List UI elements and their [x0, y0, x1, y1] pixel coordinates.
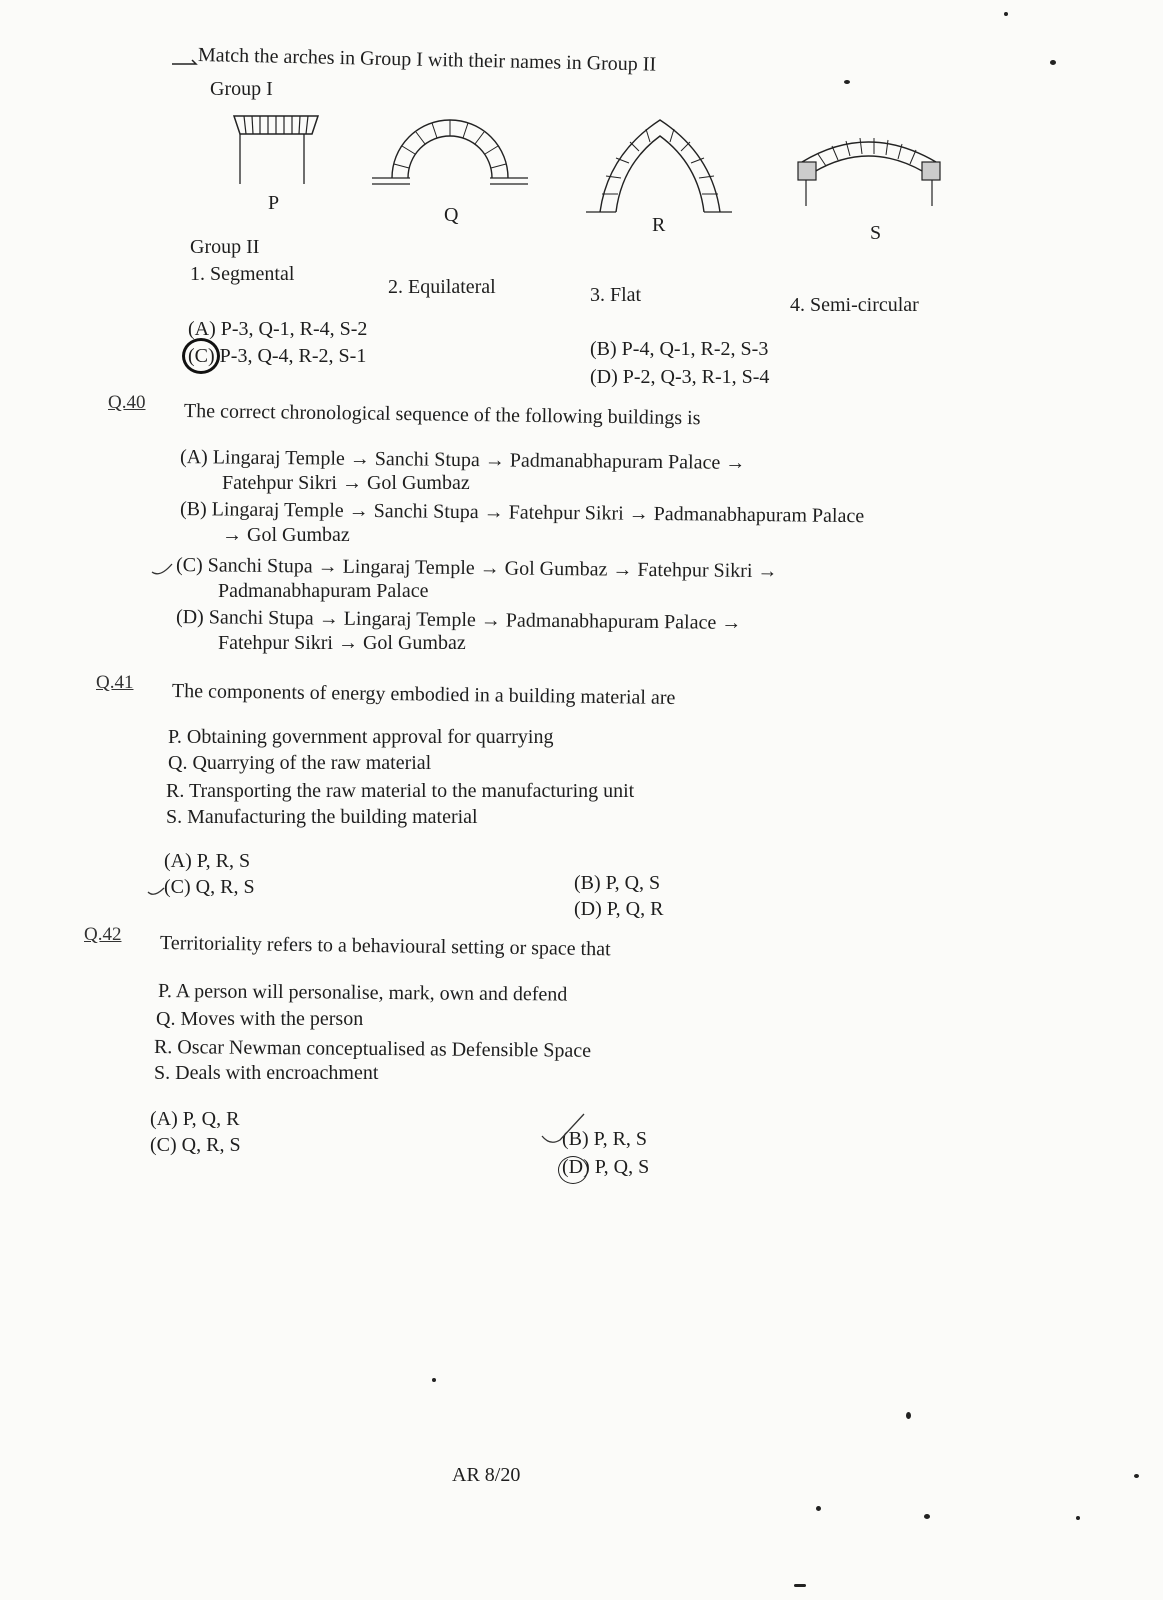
- q42-title: Territoriality refers to a behavioural setting or space that: [159, 932, 611, 961]
- arch-r-equilateral: [586, 114, 736, 222]
- page-footer: AR 8/20: [452, 1464, 521, 1486]
- group2-name-3: 3. Flat: [590, 284, 642, 306]
- scan-speck: [924, 1514, 930, 1519]
- q41-item-r: R. Transporting the raw material to the manufacturing unit: [166, 780, 635, 802]
- q41-option-a[interactable]: (A) P, R, S: [164, 850, 251, 872]
- arch-label-p: P: [268, 192, 280, 214]
- scan-speck: [1134, 1474, 1139, 1478]
- q40-option-b[interactable]: (B) Lingaraj Temple → Sanchi Stupa → Fatehpur Sikri → Padmanabhapuram Palace: [179, 498, 865, 528]
- q42-option-d[interactable]: (D) P, Q, S: [562, 1156, 650, 1178]
- scan-speck: [1076, 1516, 1080, 1520]
- q41-title: The components of energy embodied in a building material are: [171, 680, 676, 710]
- check-mark: [146, 884, 168, 900]
- q40-option-a[interactable]: (A) Lingaraj Temple → Sanchi Stupa → Padmanabhapuram Palace →: [179, 446, 746, 474]
- q42-option-a[interactable]: (A) P, Q, R: [150, 1108, 240, 1130]
- scan-speck: [794, 1584, 806, 1587]
- group2-name-1: 1. Segmental: [190, 263, 295, 285]
- q42-option-c[interactable]: (C) Q, R, S: [150, 1134, 241, 1156]
- q42-item-p: P. A person will personalise, mark, own and defend: [157, 980, 568, 1006]
- q42-item-r: R. Oscar Newman conceptualised as Defensible Space: [153, 1036, 592, 1062]
- q41-option-d[interactable]: (D) P, Q, R: [574, 898, 664, 920]
- scan-speck: [432, 1378, 436, 1382]
- q41-option-b[interactable]: (B) P, Q, S: [574, 872, 661, 894]
- q42-item-s: S. Deals with encroachment: [154, 1062, 379, 1084]
- q42-option-b[interactable]: (B) P, R, S: [562, 1128, 648, 1150]
- arch-q-semicircular: [370, 106, 532, 194]
- q40-option-c-cont: Padmanabhapuram Palace: [218, 580, 429, 602]
- q42-item-q: Q. Moves with the person: [156, 1008, 364, 1030]
- q40-option-b-cont: → Gol Gumbaz: [222, 524, 350, 546]
- arch-p-flat: [232, 112, 322, 192]
- arch-label-q: Q: [444, 204, 459, 226]
- q40-option-d[interactable]: (D) Sanchi Stupa → Lingaraj Temple → Padmanabhapuram Palace →: [175, 606, 742, 634]
- group1-label: Group I: [210, 78, 273, 100]
- group2-name-2: 2. Equilateral: [388, 276, 496, 298]
- q41-item-p: P. Obtaining government approval for quarrying: [168, 726, 554, 748]
- q39-option-d[interactable]: (D) P-2, Q-3, R-1, S-4: [590, 366, 770, 388]
- answer-circle-mark: [558, 1156, 588, 1184]
- scan-speck: [1004, 12, 1008, 16]
- group2-name-4: 4. Semi-circular: [790, 294, 919, 316]
- scan-speck: [1050, 60, 1056, 65]
- arch-label-r: R: [652, 214, 666, 236]
- q41-item-s: S. Manufacturing the building material: [166, 806, 478, 828]
- scan-speck: [906, 1412, 911, 1419]
- q40-number: Q.40: [108, 392, 146, 413]
- q40-option-a-cont: Fatehpur Sikri → Gol Gumbaz: [222, 472, 470, 494]
- arch-label-s: S: [870, 222, 882, 244]
- q40-option-d-cont: Fatehpur Sikri → Gol Gumbaz: [218, 632, 466, 654]
- scan-speck: [844, 80, 850, 84]
- arch-s-segmental: [796, 128, 946, 210]
- check-mark: [150, 562, 176, 580]
- q42-number: Q.42: [84, 924, 122, 945]
- q40-title: The correct chronological sequence of the following buildings is: [183, 400, 701, 430]
- answer-circle-mark: [182, 338, 220, 374]
- group2-label: Group II: [190, 236, 260, 258]
- q39-option-b[interactable]: (B) P-4, Q-1, R-2, S-3: [590, 338, 769, 360]
- pen-mark: [170, 56, 200, 68]
- q41-item-q: Q. Quarrying of the raw material: [168, 752, 432, 774]
- q41-number: Q.41: [96, 672, 134, 693]
- q40-option-c[interactable]: (C) Sanchi Stupa → Lingaraj Temple → Gol Gumbaz → Fatehpur Sikri →: [175, 554, 778, 583]
- scan-speck: [816, 1506, 821, 1511]
- q39-option-c[interactable]: (C) P-3, Q-4, R-2, S-1: [188, 345, 367, 367]
- check-mark: [540, 1112, 590, 1148]
- q39-title: Match the arches in Group I with their names in Group II: [197, 44, 657, 76]
- q39-option-a[interactable]: (A) P-3, Q-1, R-4, S-2: [188, 318, 368, 340]
- q41-option-c[interactable]: (C) Q, R, S: [164, 876, 255, 898]
